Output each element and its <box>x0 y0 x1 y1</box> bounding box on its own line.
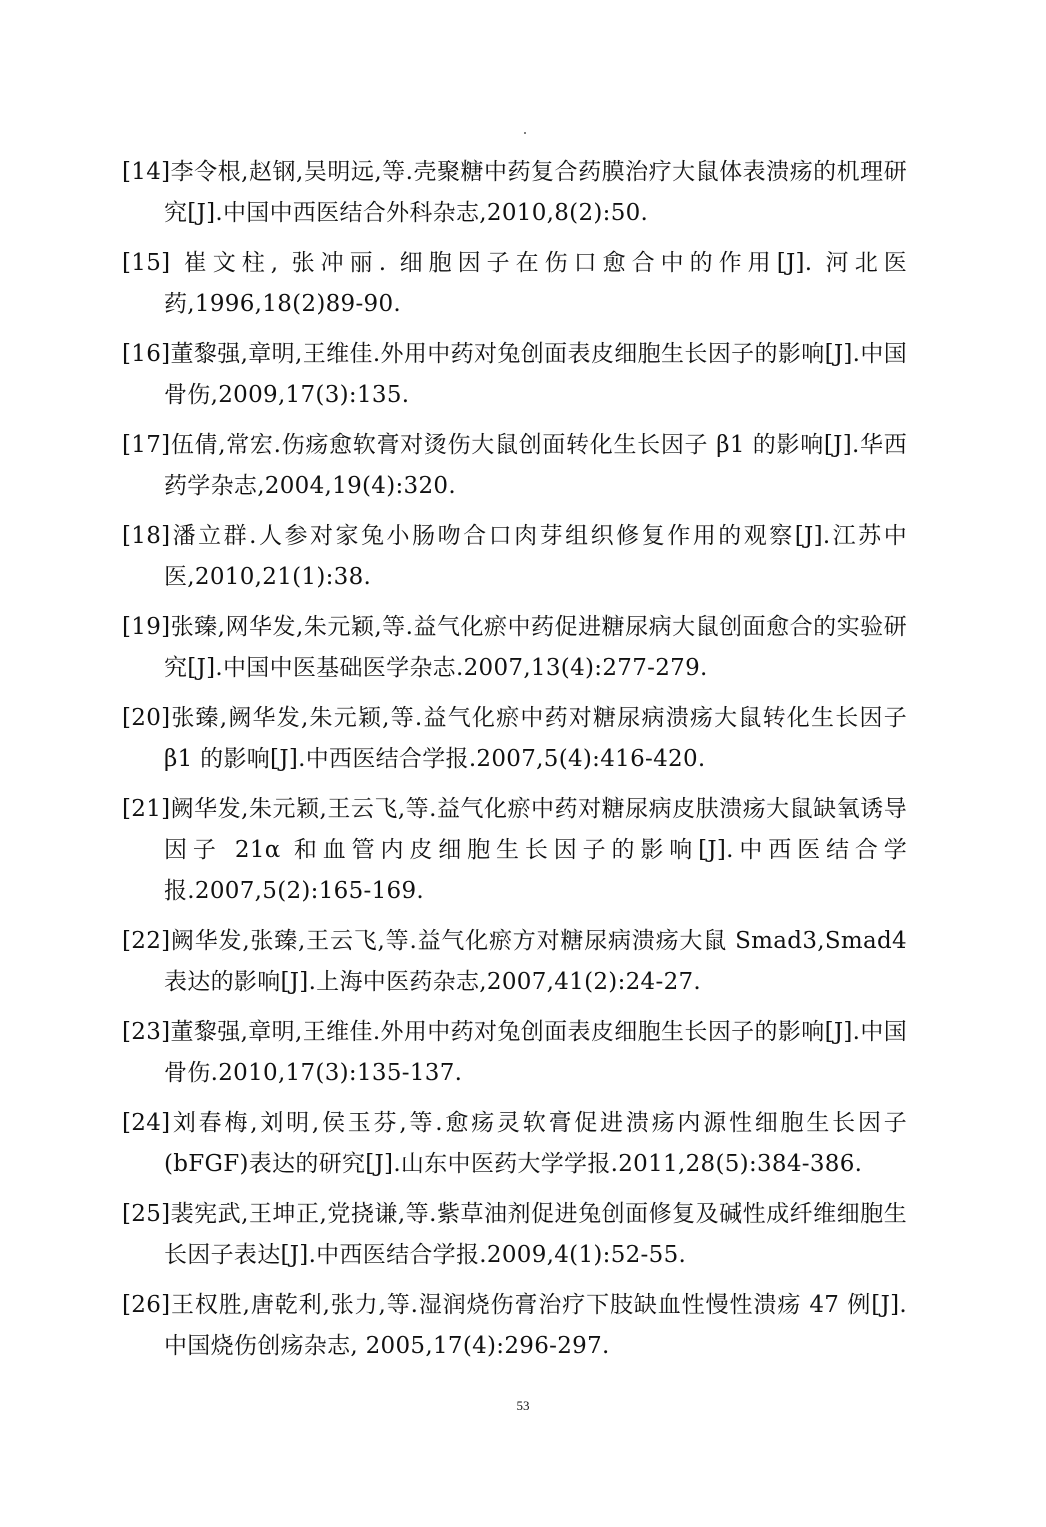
reference-23: [23]董黎强,章明,王维佳.外用中药对兔创面表皮细胞生长因子的影响[J].中国骨伤.2010,17(3):135-137. <box>122 1019 907 1086</box>
reference-24: [24]刘春梅,刘明,侯玉芬,等.愈疡灵软膏促进溃疡内源性细胞生长因子(bFGF)表达的研究[J].山东中医药大学学报.2011,28(5):384-386. <box>122 1110 907 1177</box>
reference-20: [20]张臻,阙华发,朱元颖,等.益气化瘀中药对糖尿病溃疡大鼠转化生长因子 β1 的影响[J].中西医结合学报.2007,5(4):416-420. <box>122 705 907 772</box>
reference-17: [17]伍倩,常宏.伤疡愈软膏对烫伤大鼠创面转化生长因子 β1 的影响[J].华西药学杂志,2004,19(4):320. <box>122 432 907 499</box>
reference-19: [19]张臻,网华发,朱元颖,等.益气化瘀中药促进糖尿病大鼠创面愈合的实验研究[J].中国中医基础医学杂志.2007,13(4):277-279. <box>122 614 907 681</box>
reference-26: [26]王权胜,唐乾利,张力,等.湿润烧伤膏治疗下肢缺血性慢性溃疡 47 例[J].中国烧伤创疡杂志, 2005,17(4):296-297. <box>122 1292 907 1359</box>
reference-18: [18]潘立群.人参对家兔小肠吻合口肉芽组织修复作用的观察[J].江苏中医,2010,21(1):38. <box>122 523 907 590</box>
reference-14: [14]李令根,赵钢,吴明远,等.壳聚糖中药复合药膜治疗大鼠体表溃疡的机理研究[J].中国中西医结合外科杂志,2010,8(2):50. <box>122 159 907 226</box>
page-number: 53 <box>516 1398 530 1413</box>
reference-25: [25]裴宪武,王坤正,党挠谦,等.紫草油剂促进兔创面修复及碱性成纤维细胞生长因子表达[J].中西医结合学报.2009,4(1):52-55. <box>122 1201 907 1268</box>
reference-22: [22]阙华发,张臻,王云飞,等.益气化瘀方对糖尿病溃疡大鼠 Smad3,Smad4表达的影响[J].上海中医药杂志,2007,41(2):24-27. <box>122 928 907 995</box>
scan-speck <box>524 132 526 134</box>
reference-16: [16]董黎强,章明,王维佳.外用中药对兔创面表皮细胞生长因子的影响[J].中国骨伤,2009,17(3):135. <box>122 341 907 408</box>
reference-list <box>122 152 907 1376</box>
reference-15: [15] 崔文柱, 张冲丽. 细胞因子在伤口愈合中的作用[J]. 河北医药,1996,18(2)89-90. <box>122 250 907 317</box>
reference-21: [21]阙华发,朱元颖,王云飞,等.益气化瘀中药对糖尿病皮肤溃疡大鼠缺氧诱导因子 21α 和血管内皮细胞生长因子的影响[J].中西医结合学报.2007,5(2):165-169. <box>122 796 907 904</box>
